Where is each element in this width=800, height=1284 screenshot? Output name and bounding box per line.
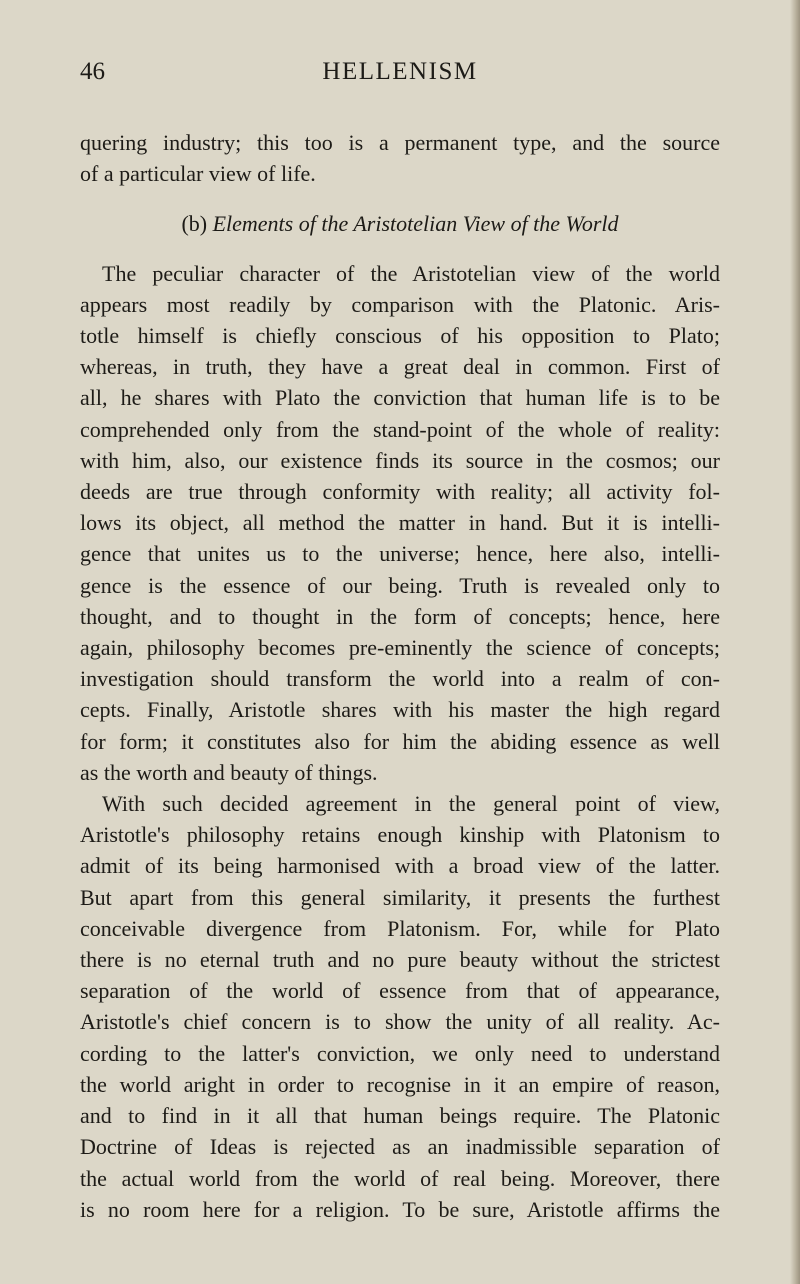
text-line: gence is the essence of our being. Truth is revealed only to — [80, 572, 720, 598]
text-line: separation of the world of essence from that of appearance, — [80, 978, 720, 1004]
section-title: Elements of the Aristotelian View of the World — [212, 211, 619, 237]
text-line: lows its object, all method the matter in hand. But it is intelli- — [80, 510, 720, 536]
text-line: whereas, in truth, they have a great deal in common. First of — [80, 354, 720, 380]
text-line: and to find in it all that human beings require. The Platonic — [80, 1103, 720, 1129]
text-line: With such decided agreement in the general point of view, — [102, 791, 720, 817]
text-line: admit of its being harmonised with a broad view of the latter. — [80, 853, 720, 879]
page-edge-shadow — [790, 0, 800, 1284]
text-line: The peculiar character of the Aristotelian view of the world — [102, 260, 720, 286]
text-line: is no room here for a religion. To be sure, Aristotle affirms the — [80, 1196, 720, 1222]
text-line: Aristotle's chief concern is to show the unity of all reality. Ac- — [80, 1009, 720, 1035]
text-line: thought, and to thought in the form of concepts; hence, here — [80, 603, 720, 629]
text-line: for form; it constitutes also for him the abiding essence as well — [80, 728, 720, 754]
text-line: appears most readily by comparison with the Platonic. Aris- — [80, 291, 720, 317]
text-line: as the worth and beauty of things. — [80, 759, 378, 785]
text-line: there is no eternal truth and no pure beauty without the strictest — [80, 947, 720, 973]
text-line: deeds are true through conformity with reality; all activity fol- — [80, 479, 720, 505]
paragraph-2 — [80, 788, 720, 1225]
text-line: investigation should transform the world into a realm of con- — [80, 666, 720, 692]
running-head: HELLENISM — [322, 58, 478, 85]
text-line: cording to the latter's conviction, we only need to understand — [80, 1040, 720, 1066]
text-line: But apart from this general similarity, it presents the furthest — [80, 884, 720, 910]
text-line: Aristotle's philosophy retains enough kinship with Platonism to — [80, 822, 720, 848]
text-line: cepts. Finally, Aristotle shares with his master the high regard — [80, 697, 720, 723]
text-line: totle himself is chiefly conscious of his opposition to Plato; — [80, 323, 720, 349]
section-heading — [80, 208, 720, 239]
text-line: gence that unites us to the universe; hence, here also, intelli- — [80, 541, 720, 567]
text-line: with him, also, our existence finds its source in the cosmos; our — [80, 447, 720, 473]
opening-lines — [80, 127, 720, 189]
page-number: 46 — [80, 58, 105, 85]
body-text — [80, 127, 720, 1225]
text-line: of a particular view of life. — [80, 161, 316, 187]
text-line: the actual world from the world of real being. Moreover, there — [80, 1165, 720, 1191]
text-line: comprehended only from the stand-point of the whole of reality: — [80, 416, 720, 442]
section-label: (b) — [181, 211, 208, 237]
text-line: all, he shares with Plato the conviction that human life is to be — [80, 385, 720, 411]
paragraph-1 — [80, 258, 720, 788]
page-header — [80, 58, 720, 98]
text-line: quering industry; this too is a permanent type, and the source — [80, 130, 720, 155]
text-line: conceivable divergence from Platonism. For, while for Plato — [80, 915, 720, 941]
text-line: Doctrine of Ideas is rejected as an inadmissible separation of — [80, 1134, 720, 1160]
text-line: again, philosophy becomes pre-eminently the science of concepts; — [80, 635, 720, 661]
text-line: the world aright in order to recognise in it an empire of reason, — [80, 1071, 720, 1097]
